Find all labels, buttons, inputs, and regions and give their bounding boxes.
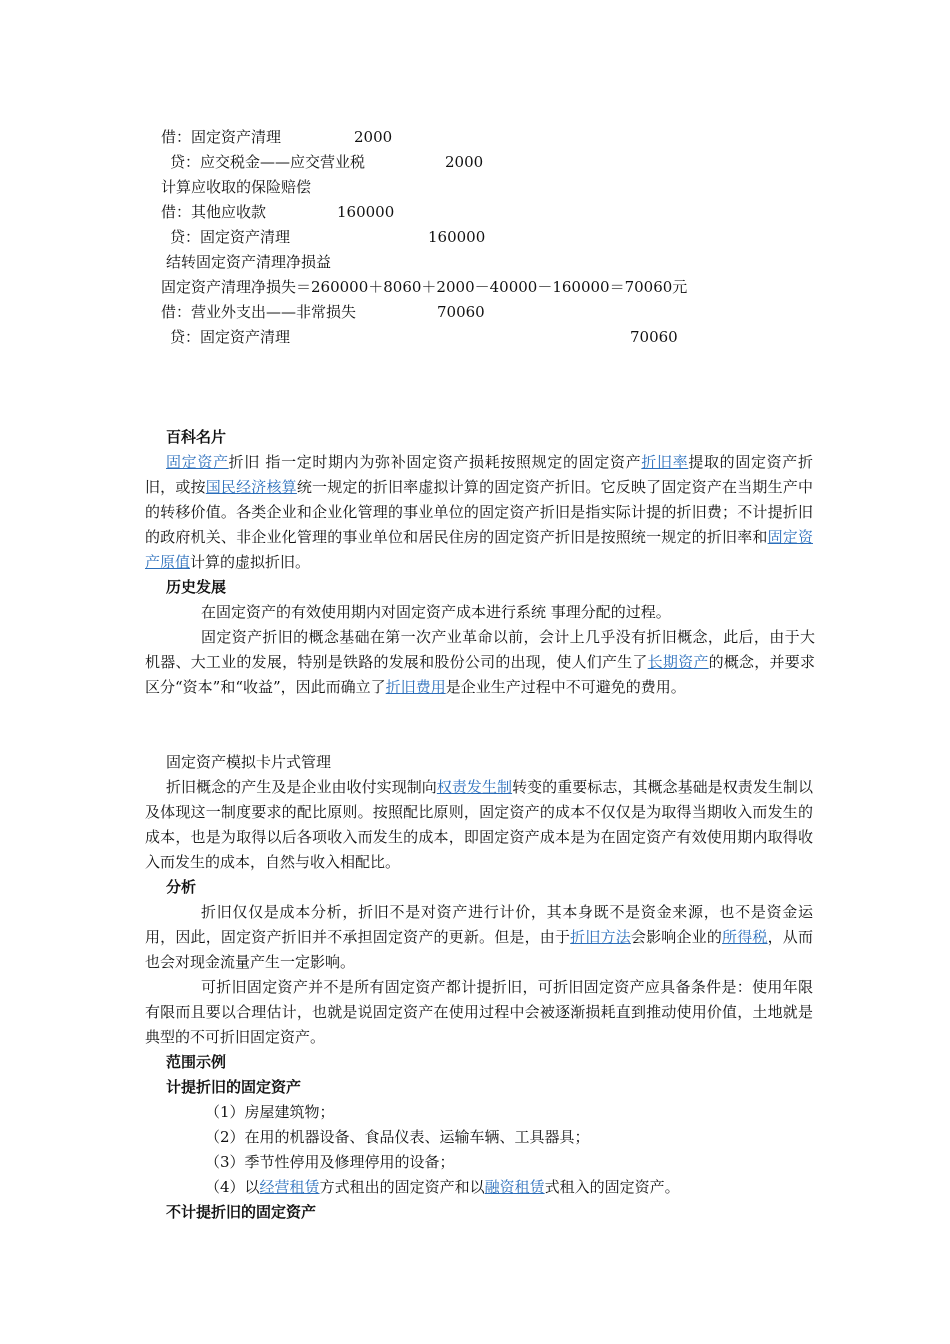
journal-line: 贷：应交税金——应交营业税 — [170, 153, 366, 171]
link[interactable]: 经营租赁 — [259, 1178, 320, 1196]
link[interactable]: 折旧费用 — [385, 678, 446, 696]
link[interactable]: 折旧方法 — [570, 928, 631, 946]
list-item: （4）以经营租赁方式租出的固定资产和以融资租赁式租入的固定资产。 — [205, 1178, 680, 1196]
paragraph: 折旧仅仅是成本分析，折旧不是对资产进行计价，其本身既不是资金来源，也不是资金运用，因此，固定资产折旧并不承担固定资产的更新。但是，由于折旧方法会影响企业的所得税，从而也会对现金流量产生一定影响。 — [145, 903, 813, 971]
paragraph: 固定资产折旧的概念基础在第一次产业革命以前，会计上几乎没有折旧概念，此后，由于大机器、大工业的发展，特别是铁路的发展和股份公司的出现，使人们产生了长期资产的概念，并要求区分“资本”和“收益”，因此而确立了折旧费用是企业生产过程中不可避免的费用。 — [145, 628, 815, 696]
list-item: （1）房屋建筑物； — [205, 1103, 335, 1121]
link[interactable]: 固定资产 — [166, 453, 229, 471]
link[interactable]: 长期资产 — [647, 653, 709, 671]
journal-line: 计算应收取的保险赔偿 — [161, 178, 312, 196]
section-heading: 范围示例 — [166, 1053, 227, 1071]
journal-amount: 160000 — [337, 203, 395, 221]
subheading: 不计提折旧的固定资产 — [166, 1203, 317, 1221]
journal-line: 借：营业外支出——非常损失 — [161, 303, 357, 321]
journal-amount: 70060 — [437, 303, 485, 321]
section-heading: 分析 — [166, 878, 197, 896]
journal-line: 借：固定资产清理 — [161, 128, 282, 146]
paragraph: 可折旧固定资产并不是所有固定资产都计提折旧，可折旧固定资产应具备条件是：使用年限有限而且要以合理估计，也就是说固定资产在使用过程中会被逐渐损耗直到推动使用价值，土地就是典型的不可折旧固定资产。 — [145, 978, 813, 1046]
journal-line: 固定资产清理净损失＝260000＋8060＋2000－40000－160000＝70060元 — [161, 278, 688, 296]
section-heading: 历史发展 — [166, 578, 227, 596]
link[interactable]: 固定资产原值 — [145, 528, 813, 571]
journal-amount: 2000 — [354, 128, 393, 146]
journal-amount: 70060 — [630, 328, 678, 346]
list-item: （2）在用的机器设备、食品仪表、运输车辆、工具器具； — [205, 1128, 590, 1146]
paragraph: 折旧概念的产生及是企业由收付实现制向权责发生制转变的重要标志，其概念基础是权责发生制以及体现这一制度要求的配比原则。按照配比原则，固定资产的成本不仅仅是为取得当期收入而发生的成本，也是为取得以后各项收入而发生的成本，即固定资产成本是为在固定资产有效使用期内取得收入而发生的成本，自然与收入相配比。 — [145, 778, 813, 871]
link[interactable]: 国民经济核算 — [205, 478, 297, 496]
journal-amount: 160000 — [428, 228, 486, 246]
list-item: （3）季节性停用及修理停用的设备； — [205, 1153, 455, 1171]
link[interactable]: 折旧率 — [641, 453, 689, 471]
journal-line: 结转固定资产清理净损益 — [166, 253, 332, 271]
journal-line: 借：其他应收款 — [161, 203, 267, 221]
journal-line: 贷：固定资产清理 — [170, 328, 291, 346]
link[interactable]: 融资租赁 — [484, 1178, 545, 1196]
link[interactable]: 所得税 — [722, 928, 768, 946]
paragraph: 固定资产折旧 指一定时期内为弥补固定资产损耗按照规定的固定资产折旧率提取的固定资产折旧，或按国民经济核算统一规定的折旧率虚拟计算的固定资产折旧。它反映了固定资产在当期生产中的转移价值。各类企业和企业化管理的事业单位的固定资产折旧是指实际计提的折旧费；不计提折旧的政府机关、非企业化管理的事业单位和居民住房的固定资产折旧是按照统一规定的折旧率和固定资产原值计算的虚拟折旧。 — [145, 453, 813, 571]
paragraph: 在固定资产的有效使用期内对固定资产成本进行系统 事理分配的过程。 — [201, 603, 671, 621]
journal-amount: 2000 — [445, 153, 484, 171]
section-heading: 固定资产模拟卡片式管理 — [166, 753, 332, 771]
section-heading: 百科名片 — [166, 428, 227, 446]
journal-line: 贷：固定资产清理 — [170, 228, 291, 246]
subheading: 计提折旧的固定资产 — [166, 1078, 302, 1096]
link[interactable]: 权责发生制 — [436, 778, 513, 796]
